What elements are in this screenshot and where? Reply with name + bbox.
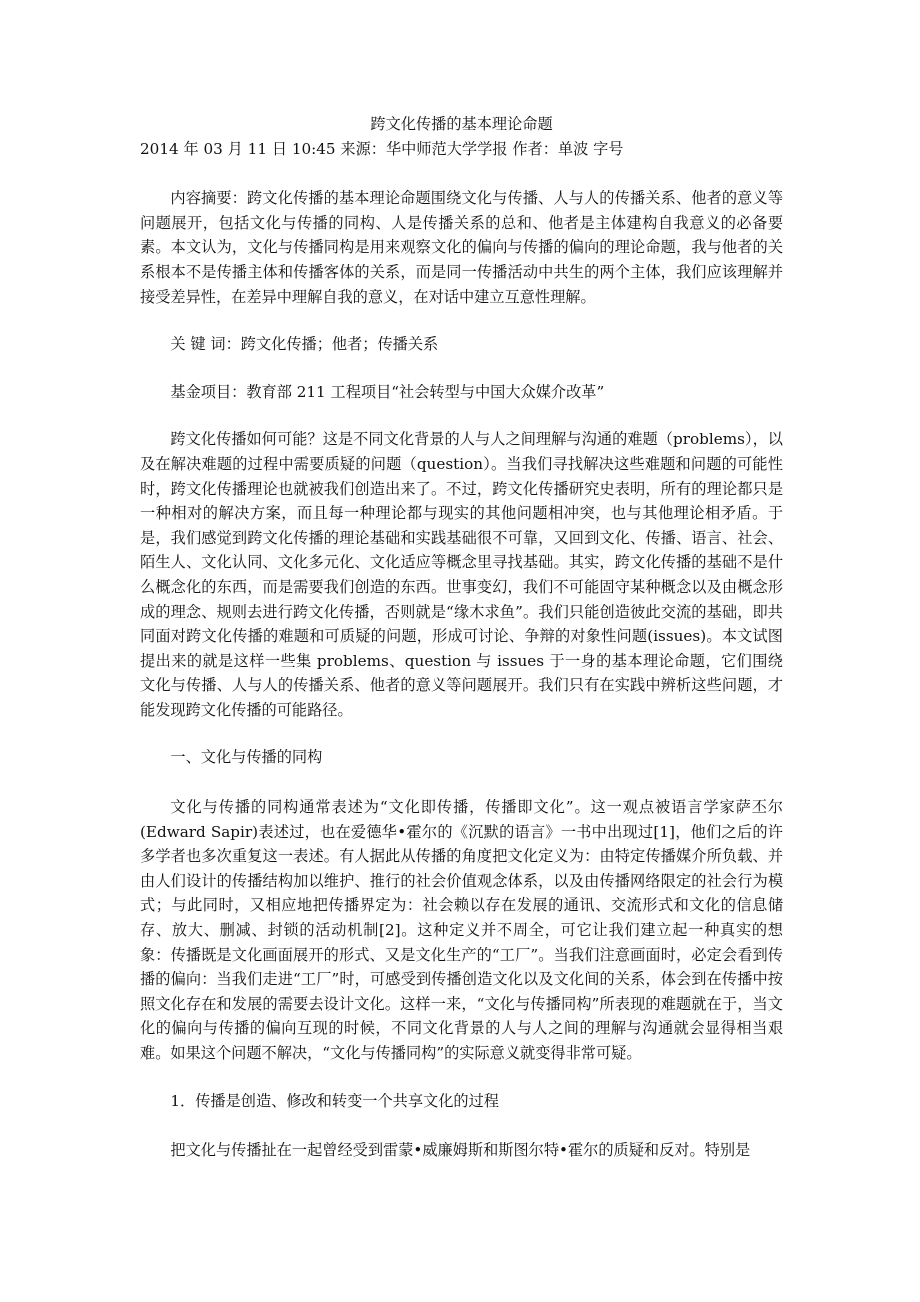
keywords-line: 关 键 词：跨文化传播；他者；传播关系 bbox=[170, 335, 439, 354]
abstract-paragraph: 内容摘要：跨文化传播的基本理论命题围绕文化与传播、人与人的传播关系、他者的意义等问题展开，包括文化与传播的同构、人是传播关系的总和、他者是主体建构自我意义的必备要素。本文认为，文化与传播同构是用来观察文化的偏向与传播的偏向的理论命题，我与他者的关系根本不是传播主体和传播客体的关系，而是同一传播活动中共生的两个主体，我们应该理解并接受差异性，在差异中理解自我的意义，在对话中建立互意性理解。 bbox=[140, 189, 783, 306]
subsection-heading: 1．传播是创造、修改和转变一个共享文化的过程 bbox=[170, 1091, 499, 1110]
section-heading: 一、文化与传播的同构 bbox=[170, 748, 323, 767]
article-title: 跨文化传播的基本理论命题 bbox=[370, 115, 553, 133]
intro-paragraph: 跨文化传播如何可能？这是不同文化背景的人与人之间理解与沟通的难题（problems），以及在解决难题的过程中需要质疑的问题（question）。当我们寻找解决这些难题和问题的可能性时，跨文化传播理论也就被我们创造出来了。不过，跨文化传播研究史表明，所有的理论都只是一种相对的解决方案，而且每一种理论都与现实的其他问题相冲突，也与其他理论相矛盾。于是，我们感觉到跨文化传播的理论基础和实践基础很不可靠，又回到文化、传播、语言、社会、陌生人、文化认同、文化多元化、文化适应等概念里寻找基础。其实，跨文化传播的基础不是什么概念化的东西，而是需要我们创造的东西。世事变幻，我们不可能固守某种概念以及由概念形成的理念、规则去进行跨文化传播，否则就是“缘木求鱼”。我们只能创造彼此交流的基础，即共同面对跨文化传播的难题和可质疑的问题，形成可讨论、争辩的对象性问题(issues)。本文试图提出来的就是这样一些集 problems、question 与 issues 于一身的基本理论命题，它们围绕文化与传播、人与人的传播关系、他者的意义等问题展开。我们只有在实践中辨析这些问题，才能发现跨文化传播的可能路径。 bbox=[140, 430, 783, 719]
document-page bbox=[140, 112, 783, 1186]
section-paragraph: 文化与传播的同构通常表述为“文化即传播，传播即文化”。这一观点被语言学家萨丕尔(Edward Sapir)表述过，也在爱德华•霍尔的《沉默的语言》一书中出现过[1]，他们之后的许多学者也多次重复这一表述。有人据此从传播的角度把文化定义为：由特定传播媒介所负载、并由人们设计的传播结构加以维护、推行的社会价值观念体系，以及由传播网络限定的社会行为模式；与此同时，又相应地把传播界定为：社会赖以存在发展的通讯、交流形式和文化的信息储存、放大、删减、封锁的活动机制[2]。这种定义并不周全，可它让我们建立起一种真实的想象：传播既是文化画面展开的形式、又是文化生产的“工厂”。当我们注意画面时，必定会看到传播的偏向：当我们走进“工厂”时，可感受到传播创造文化以及文化间的关系，体会到在传播中按照文化存在和发展的需要去设计文化。这样一来，“文化与传播同构”所表现的难题就在于，当文化的偏向与传播的偏向互现的时候，不同文化背景的人与人之间的理解与沟通就会显得相当艰难。如果这个问题不解决，“文化与传播同构”的实际意义就变得非常可疑。 bbox=[140, 798, 783, 1062]
article-meta: 2014 年 03 月 11 日 10:45 来源：华中师范大学学报 作者：单波 字号 bbox=[140, 139, 624, 158]
subsection-paragraph: 把文化与传播扯在一起曾经受到雷蒙•威廉姆斯和斯图尔特•霍尔的质疑和反对。特别是 bbox=[170, 1141, 751, 1160]
fund-line: 基金项目：教育部 211 工程项目“社会转型与中国大众媒介改革” bbox=[170, 382, 605, 401]
